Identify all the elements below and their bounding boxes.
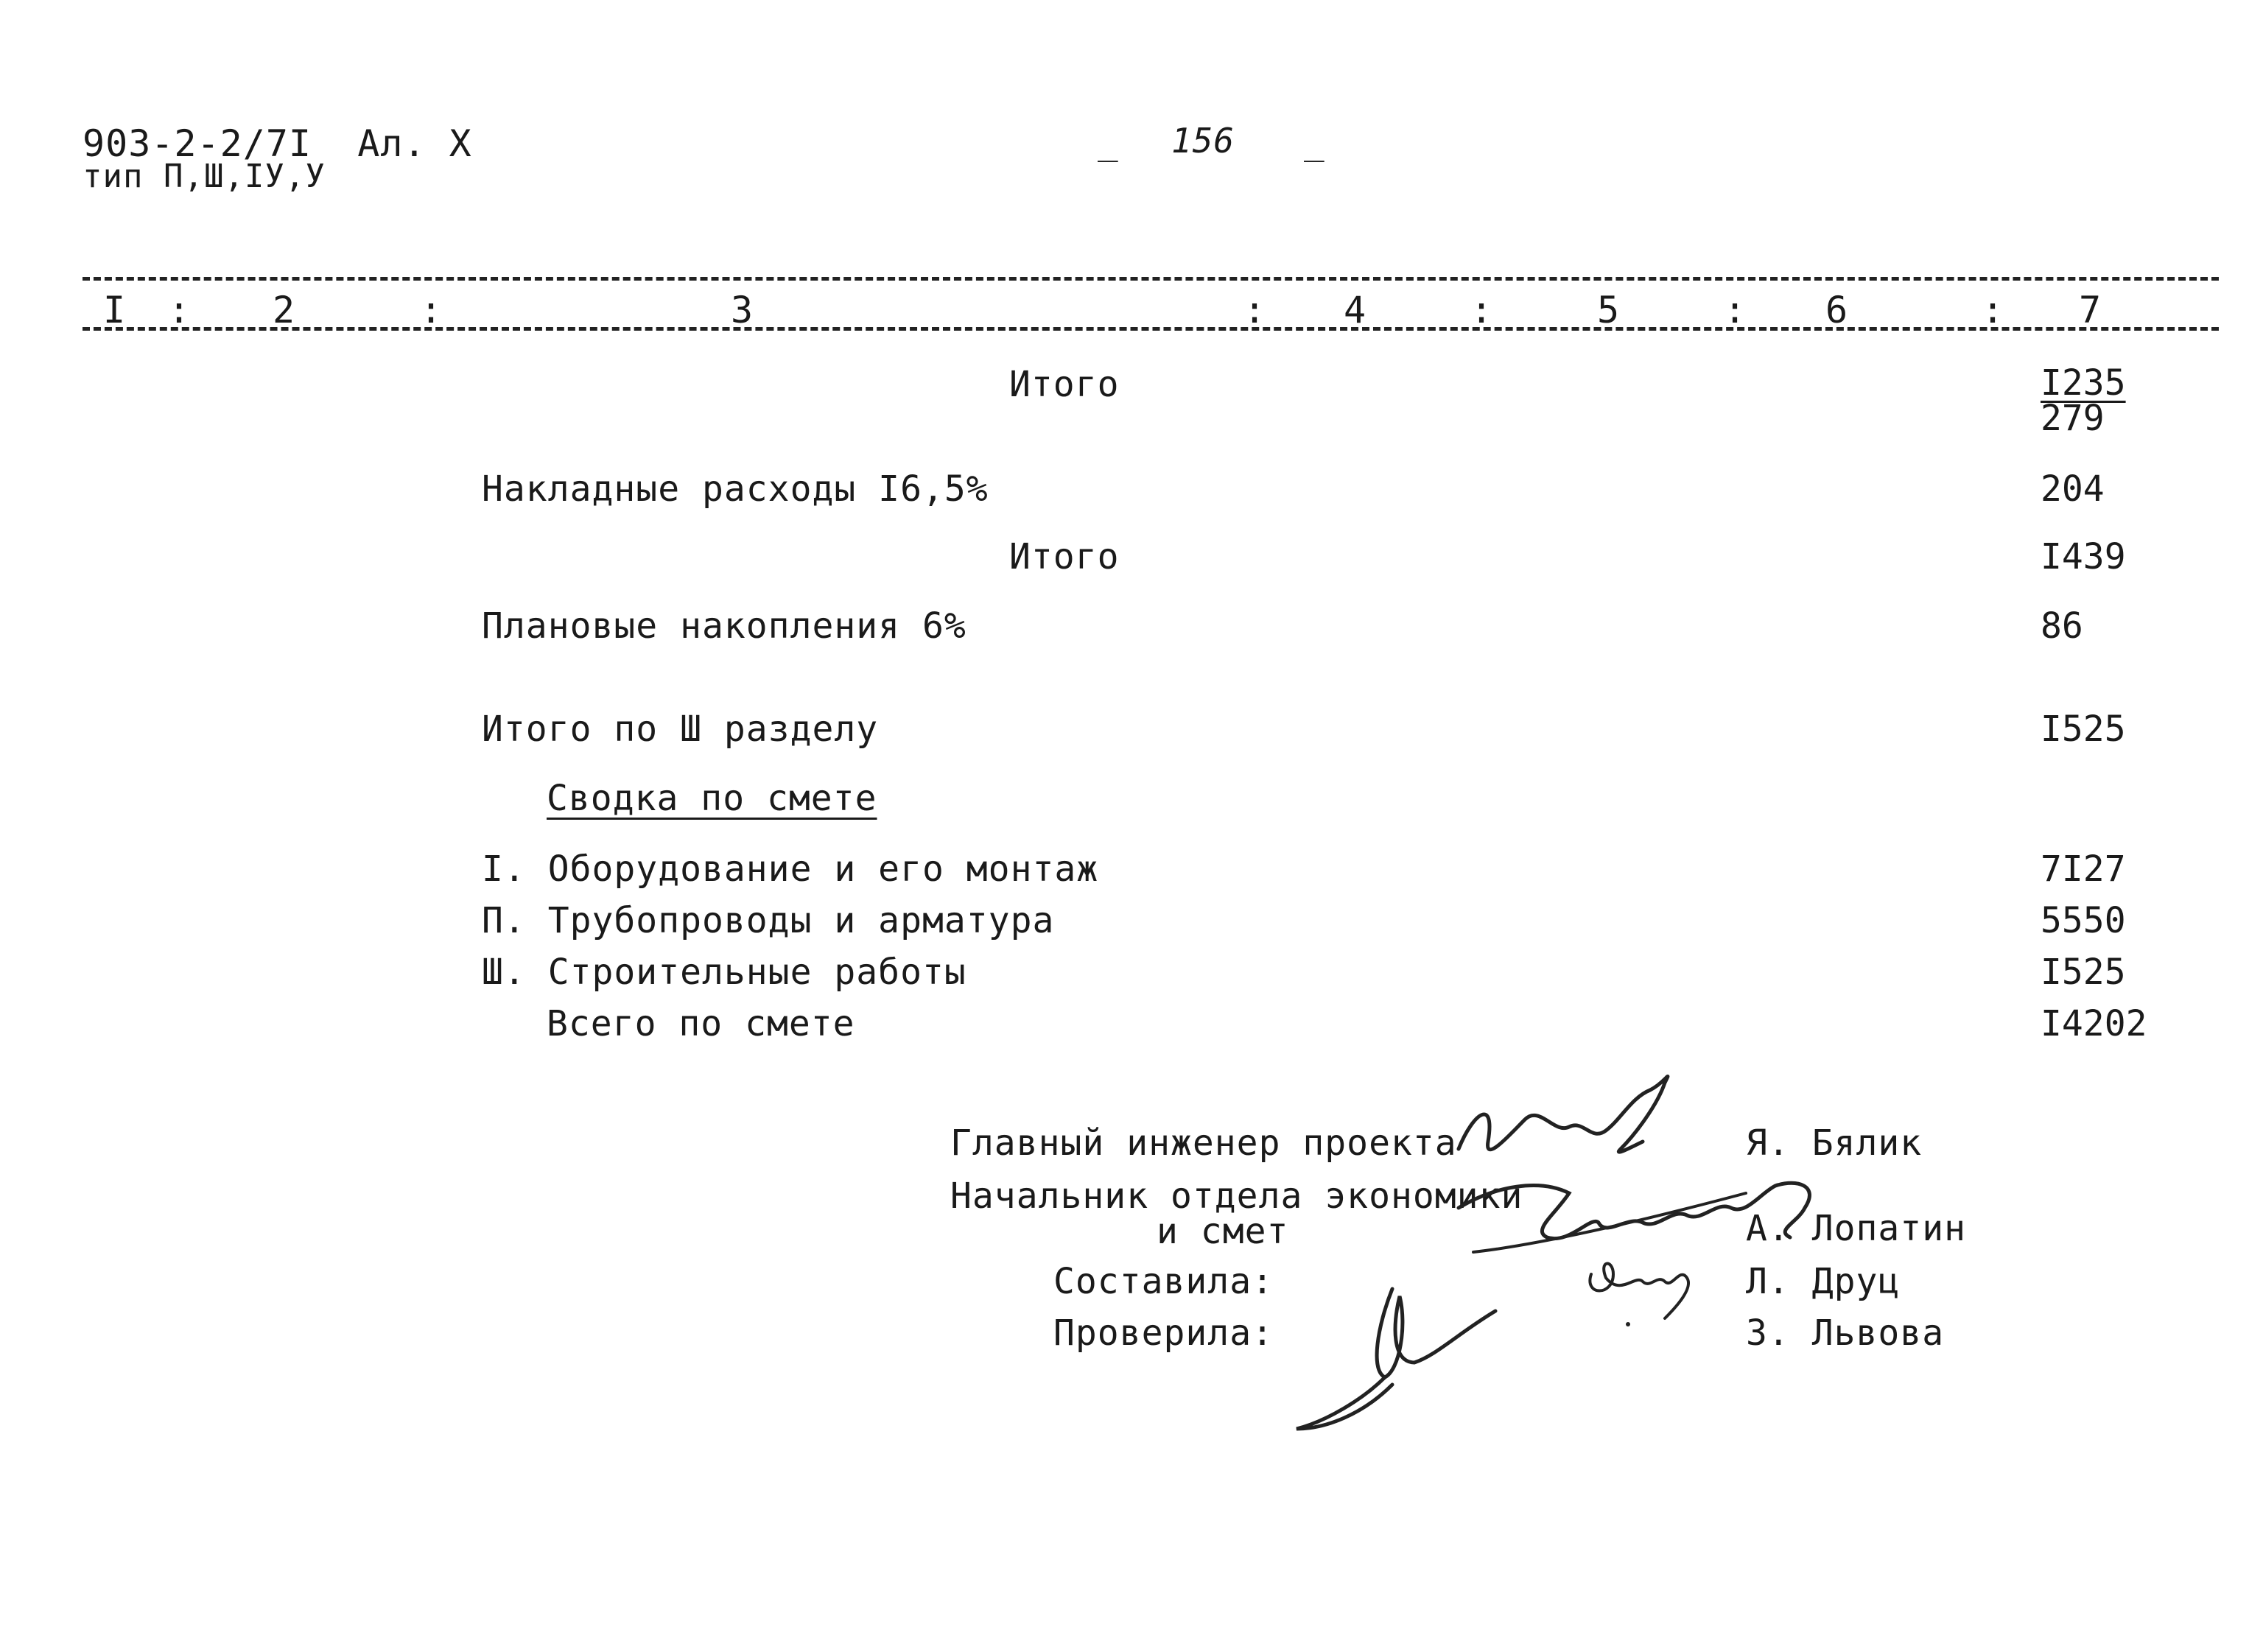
row-itogo2-value: I439 bbox=[2041, 536, 2126, 577]
row-itogo-label: Итого bbox=[1009, 364, 1120, 405]
column-separator: : bbox=[1470, 289, 1493, 331]
column-number-1: I bbox=[103, 289, 126, 331]
column-separator: : bbox=[1724, 289, 1747, 331]
table-header-bottom-rule bbox=[83, 327, 2219, 331]
column-number-2: 2 bbox=[273, 289, 295, 331]
compiled-by-label: Составила: bbox=[1053, 1261, 1274, 1302]
compiled-by-name: Л. Друц bbox=[1746, 1261, 1901, 1302]
dept-head-name: А. Лопатин bbox=[1746, 1208, 1966, 1249]
row-planned-value: 86 bbox=[2041, 605, 2083, 647]
document-code: 903-2-2/7I Ал. X bbox=[83, 122, 472, 165]
row-itogo2-label: Итого bbox=[1009, 536, 1120, 577]
summary-item-value: I525 bbox=[2041, 952, 2126, 993]
column-separator: : bbox=[1243, 289, 1266, 331]
document-type: тип П,Ш,IУ,У bbox=[83, 158, 326, 195]
summary-item-label: П. Трубопроводы и арматура bbox=[482, 900, 1055, 941]
row-overhead-value: 204 bbox=[2041, 468, 2105, 510]
checked-by-label: Проверила: bbox=[1053, 1312, 1274, 1354]
page-dash-right: _ bbox=[1304, 122, 1325, 162]
column-number-5: 5 bbox=[1597, 289, 1620, 331]
column-separator: : bbox=[420, 289, 443, 331]
dept-head-label-cont: и смет bbox=[1157, 1211, 1289, 1252]
column-number-7: 7 bbox=[2079, 289, 2102, 331]
column-number-3: 3 bbox=[731, 289, 754, 331]
row-overhead-label: Накладные расходы I6,5% bbox=[482, 468, 989, 510]
summary-total-value: I4202 bbox=[2041, 1003, 2147, 1044]
summary-title: Сводка по смете bbox=[547, 778, 877, 819]
page-dash-left: _ bbox=[1098, 122, 1119, 162]
dept-head-label: Начальник отдела экономики bbox=[950, 1175, 1523, 1217]
summary-total-label: Всего по смете bbox=[547, 1003, 855, 1044]
checked-by-signature bbox=[1282, 1267, 1518, 1444]
row-section3-total-value: I525 bbox=[2041, 709, 2126, 750]
chief-engineer-name: Я. Бялик bbox=[1746, 1122, 1923, 1164]
column-number-4: 4 bbox=[1344, 289, 1366, 331]
chief-engineer-label: Главный инженер проекта bbox=[950, 1122, 1457, 1164]
column-number-6: 6 bbox=[1825, 289, 1848, 331]
summary-item-label: I. Оборудование и его монтаж bbox=[482, 848, 1099, 890]
summary-item-value: 7I27 bbox=[2041, 848, 2126, 890]
row-itogo-value-bottom: 279 bbox=[2041, 398, 2105, 439]
column-separator: : bbox=[168, 289, 191, 331]
row-planned-label: Плановые накопления 6% bbox=[482, 605, 966, 647]
page-number: 156 bbox=[1171, 121, 1235, 161]
row-itogo-value-top: I235 bbox=[2041, 362, 2126, 404]
summary-item-value: 5550 bbox=[2041, 900, 2126, 941]
table-header-top-rule bbox=[83, 277, 2219, 281]
checked-by-name: З. Львова bbox=[1746, 1312, 1945, 1354]
summary-item-label: Ш. Строительные работы bbox=[482, 952, 966, 993]
row-section3-total-label: Итого по Ш разделу bbox=[482, 709, 879, 750]
column-separator: : bbox=[1982, 289, 2004, 331]
chief-engineer-signature bbox=[1444, 1068, 1709, 1178]
compiled-by-signature bbox=[1576, 1245, 1709, 1333]
